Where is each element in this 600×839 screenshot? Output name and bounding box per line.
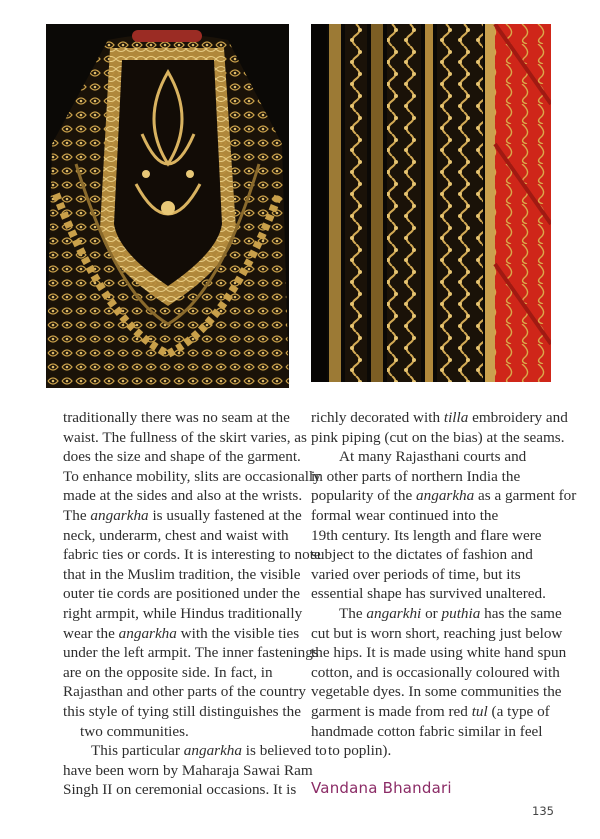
text-line	[311, 682, 562, 702]
text-segment: vegetable dyes. In some communities the	[311, 683, 562, 701]
text-segment: in other parts of northern India the	[311, 467, 521, 485]
embroidered-border-image	[311, 24, 551, 382]
text-segment: neck, underarm, chest and waist with	[63, 526, 289, 544]
text-column-right	[311, 408, 577, 761]
italic-term: tul	[471, 702, 488, 720]
text-segment: formal wear continued into the	[311, 506, 499, 524]
text-segment: are on the opposite side. In fact, in	[63, 663, 273, 681]
italic-term: angarkha	[183, 742, 242, 760]
text-line	[63, 722, 285, 742]
text-line	[311, 447, 551, 467]
text-line	[63, 663, 285, 683]
text-line	[311, 506, 551, 526]
italic-term: tilla	[443, 409, 469, 426]
text-segment: embroidery and	[468, 409, 568, 426]
text-segment: or	[421, 604, 442, 622]
text-segment: two communities.	[80, 722, 189, 740]
text-segment: garment is made from red	[311, 702, 472, 720]
text-segment: varied over periods of time, but its	[311, 565, 521, 583]
author-name: Vandana Bhandari	[311, 779, 452, 797]
text-segment: as a garment for	[474, 487, 577, 505]
text-segment: richly decorated with	[311, 409, 444, 426]
text-segment: pink piping (cut on the bias) at the seams.	[311, 428, 565, 446]
text-line	[311, 584, 551, 604]
text-line	[63, 624, 300, 644]
text-segment: Singh II on ceremonial occasions. It is	[63, 781, 297, 799]
text-line	[311, 702, 551, 722]
text-line	[63, 467, 321, 487]
text-line	[63, 761, 313, 781]
text-line	[63, 565, 301, 585]
text-segment: The	[63, 506, 91, 524]
text-column-left	[63, 408, 327, 800]
text-segment: waist. The fullness of the skirt varies, as	[63, 428, 307, 446]
text-segment: subject to the dictates of fashion and	[311, 546, 533, 564]
text-line	[311, 545, 551, 565]
text-segment: that in the Muslim tradition, the visible	[63, 565, 301, 583]
text-line	[63, 584, 301, 604]
text-segment: At many Rajasthani courts and	[339, 448, 527, 466]
text-segment: has the same	[480, 604, 562, 622]
text-segment: made at the sides and also at the wrists.	[63, 487, 303, 505]
embroidery-back-panel-drawing	[46, 24, 289, 388]
text-segment: This particular	[91, 742, 184, 760]
text-line	[311, 722, 551, 742]
text-line	[63, 545, 321, 565]
text-segment: to poplin).	[328, 742, 392, 760]
text-line	[311, 624, 563, 644]
text-segment: have been worn by Maharaja Sawai Ram	[63, 761, 313, 779]
text-segment: with the visible ties	[176, 624, 300, 642]
text-segment: (a type of	[487, 702, 550, 720]
text-line	[311, 643, 567, 663]
text-line	[311, 526, 551, 546]
italic-term: puthia	[441, 604, 481, 622]
text-line	[311, 486, 577, 506]
text-segment: right armpit, while Hindus traditionally	[63, 604, 303, 622]
italic-term: angarkha	[416, 487, 475, 505]
text-segment: essential shape has survived unaltered.	[311, 585, 546, 603]
text-line	[63, 408, 290, 428]
embroidered-border-drawing	[311, 24, 551, 382]
text-line	[63, 447, 301, 467]
text-segment: this style of tying still distinguishes the	[63, 702, 301, 720]
text-line	[311, 467, 551, 487]
text-line	[63, 604, 303, 624]
text-line	[311, 604, 562, 624]
text-segment: To enhance mobility, slits are occasionally	[63, 467, 321, 485]
text-segment: cotton, and is occasionally coloured with	[311, 663, 560, 681]
text-segment: does the size and shape of the garment.	[63, 448, 301, 466]
italic-term: angarkhi	[366, 604, 422, 622]
text-line	[311, 428, 565, 448]
text-line	[311, 741, 551, 761]
text-line	[63, 702, 301, 722]
embroidery-back-panel-image	[46, 24, 289, 388]
text-segment: The	[339, 604, 367, 622]
text-segment: the hips. It is made using white hand spun	[311, 644, 567, 662]
text-line	[311, 408, 568, 428]
text-line	[63, 526, 289, 546]
text-segment: Rajasthan and other parts of the country	[63, 683, 306, 701]
text-segment: outer tie cords are positioned under the	[63, 585, 301, 603]
text-line	[63, 780, 297, 800]
text-segment: handmade cotton fabric similar in feel	[311, 722, 543, 740]
text-segment: traditionally there was no seam at the	[63, 409, 290, 426]
text-segment: is usually fastened at the	[148, 506, 302, 524]
page-number: 135	[532, 804, 554, 818]
text-segment: under the left armpit. The inner fastenings	[63, 644, 319, 662]
text-segment: fabric ties or cords. It is interesting to note	[63, 546, 321, 564]
text-segment: popularity of the	[311, 487, 417, 505]
text-line	[63, 643, 319, 663]
text-line	[63, 506, 302, 526]
text-line	[63, 741, 327, 761]
text-segment: wear the	[63, 624, 119, 642]
italic-term: angarkha	[118, 624, 177, 642]
italic-term: angarkha	[90, 506, 149, 524]
text-line	[63, 486, 303, 506]
text-line	[63, 428, 307, 448]
text-line	[63, 682, 306, 702]
text-line	[311, 565, 551, 585]
text-segment: cut but is worn short, reaching just below	[311, 624, 563, 642]
text-segment: 19th century. Its length and flare were	[311, 526, 542, 544]
text-segment: is believed to	[242, 742, 327, 760]
text-line	[311, 663, 560, 683]
